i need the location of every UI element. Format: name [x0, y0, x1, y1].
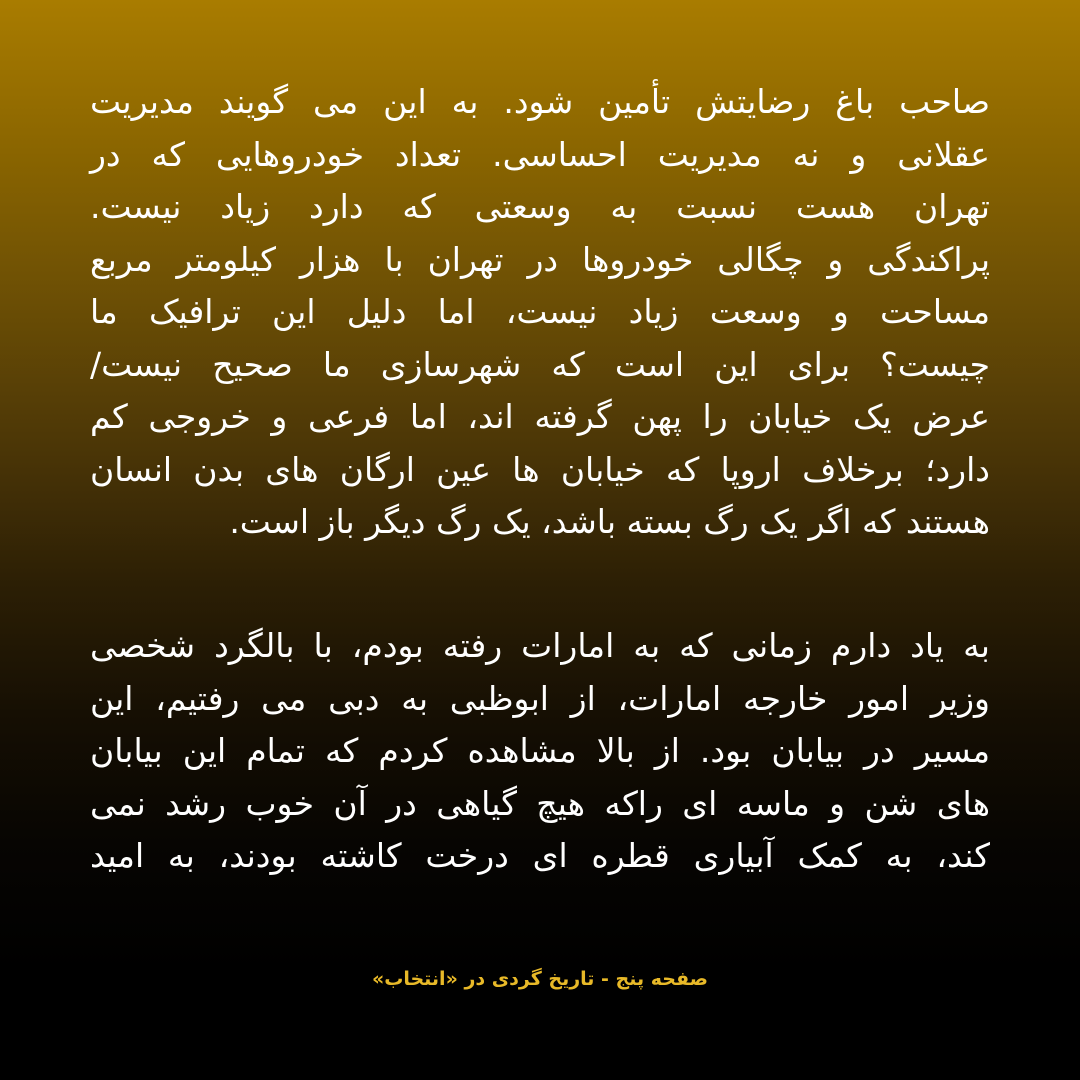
- text-line: تهران هست نسبت به وسعتی که دارد زیاد نیست.: [90, 187, 990, 226]
- text-line: به یاد دارم زمانی که به امارات رفته بودم، با بالگرد شخصی: [90, 626, 990, 665]
- text-line: عرض یک خیابان را پهن گرفته اند، اما فرعی و خروجی کم: [90, 397, 990, 436]
- paragraph-2: [90, 620, 990, 883]
- text-line: صاحب باغ رضایتش تأمین شود. به این می گویند مدیریت: [90, 82, 990, 121]
- text-line: مسیر در بیابان بود. از بالا مشاهده کردم که تمام این بیابان: [90, 731, 990, 770]
- text-line: کند، به کمک آبیاری قطره ای درخت کاشته بودند، به امید: [90, 836, 990, 875]
- text-line: مساحت و وسعت زیاد نیست، اما دلیل این ترافیک ما: [90, 292, 990, 331]
- paragraph-1: [90, 76, 990, 549]
- text-line: پراکندگی و چگالی خودروها در تهران با هزار کیلومتر مربع: [90, 239, 990, 279]
- text-line: وزیر امور خارجه امارات، از ابوظبی به دبی می رفتیم، این: [90, 678, 990, 718]
- text-line: دارد؛ برخلاف اروپا که خیابان ها عین ارگان های بدن انسان: [90, 449, 990, 489]
- text-line: های شن و ماسه ای راکه هیچ گیاهی در آن خوب رشد نمی: [90, 783, 990, 823]
- text-line: هستند که اگر یک رگ بسته باشد، یک رگ دیگر باز است.: [229, 502, 990, 541]
- text-line: چیست؟ برای این است که شهرسازی ما صحیح نیست/: [90, 344, 990, 384]
- page-caption: صفحه پنج - تاریخ گردی در «انتخاب»: [371, 968, 709, 990]
- text-line: عقلانی و نه مدیریت احساسی. تعداد خودروهایی که در: [90, 134, 990, 174]
